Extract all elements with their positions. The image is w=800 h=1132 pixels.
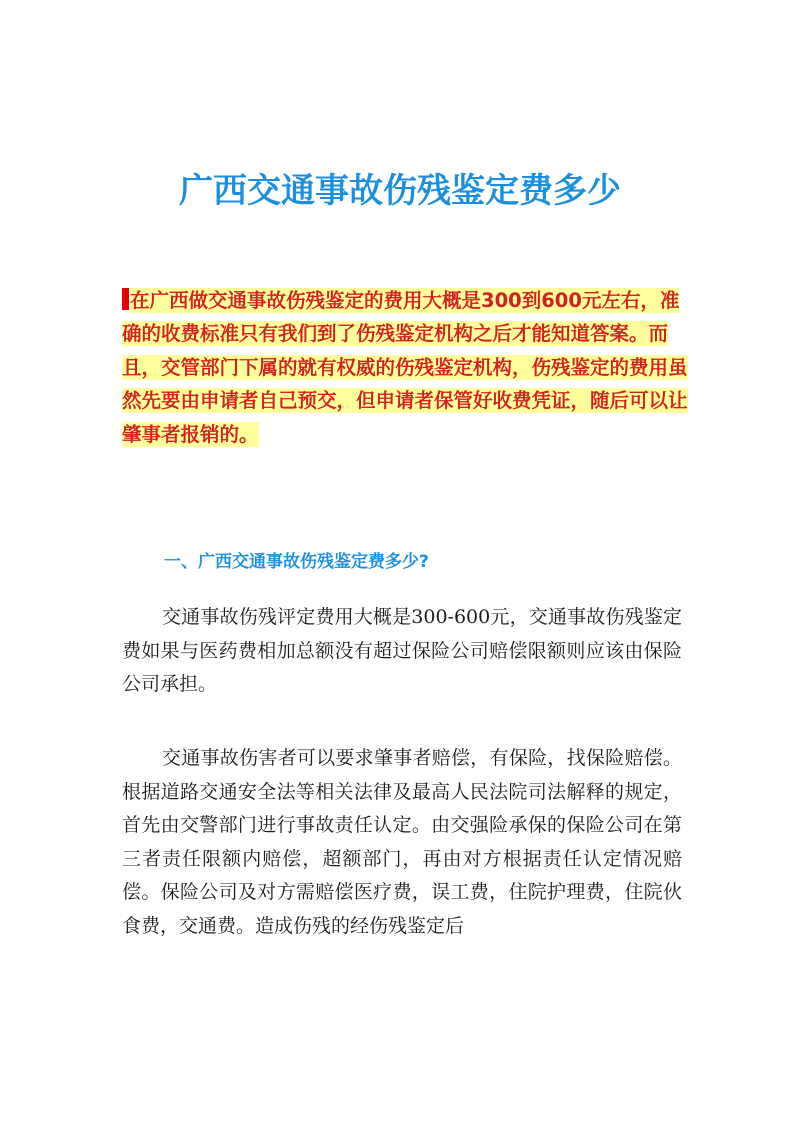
intro-paragraph (122, 284, 688, 451)
body-paragraph-2: 交通事故伤害者可以要求肇事者赔偿，有保险，找保险赔偿。根据道路交通安全法等相关法律及最高人民法院司法解释的规定，首先由交警部门进行事故责任认定。由交强险承保的保险公司在第三者责任限额内赔偿，超额部门，再由对方根据责任认定情况赔偿。保险公司及对方需赔偿医疗费，误工费，住院护理费，住院伙食费，交通费。造成伤残的经伤残鉴定后 (122, 747, 682, 937)
body-paragraph-1: 交通事故伤残评定费用大概是300-600元，交通事故伤残鉴定费如果与医药费相加总额没有超过保险公司赔偿限额则应该由保险公司承担。 (122, 606, 682, 696)
section-heading: 一、广西交通事故伤残鉴定费多少? (164, 552, 429, 572)
document-title: 广西交通事故伤残鉴定费多少 (179, 171, 621, 211)
red-marker-icon (122, 288, 129, 310)
intro-text: 在广西做交通事故伤残鉴定的费用大概是300到600元左右，准确的收费标准只有我们到了伤残鉴定机构之后才能知道答案。而且，交管部门下属的就有权威的伤残鉴定机构，伤残鉴定的费用虽然先要由申请者自己预交，但申请者保管好收费凭证，随后可以让肇事者报销的。 (122, 289, 688, 446)
